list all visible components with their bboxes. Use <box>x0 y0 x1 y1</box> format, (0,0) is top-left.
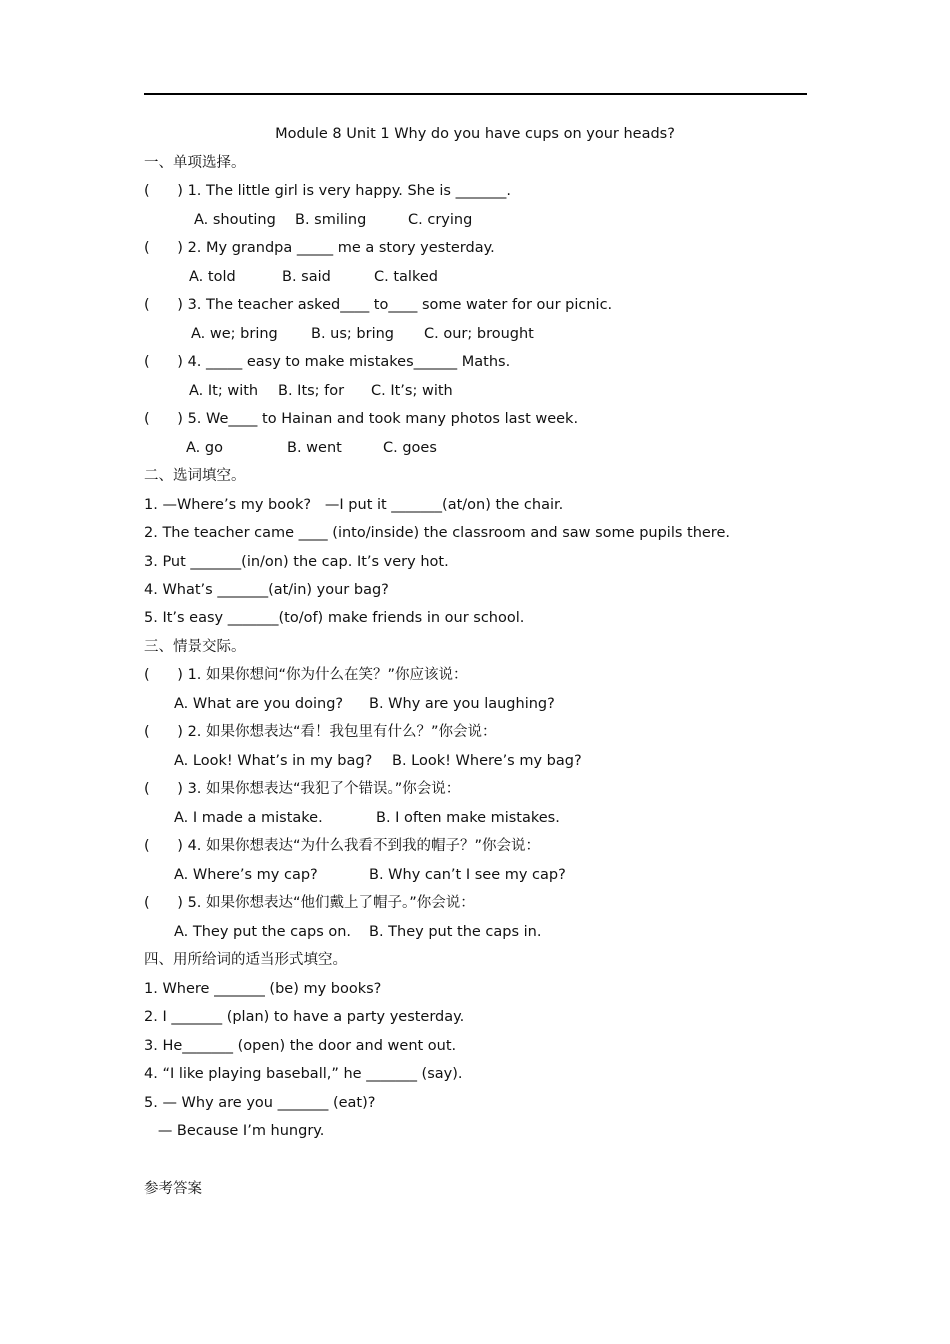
question-stem: ( ) 1. The little girl is very happy. She is _______. <box>144 183 511 199</box>
option-b: B. Why can’t I see my cap? <box>369 867 566 883</box>
section-heading: 二、选词填空。 <box>144 468 246 484</box>
option-b: B. us; bring <box>311 326 394 342</box>
list-item: 3. He_______ (open) the door and went out. <box>144 1038 457 1054</box>
list-item: 4. What’s _______(at/in) your bag? <box>144 582 389 598</box>
option-a: A. we; bring <box>191 326 278 342</box>
header-rule <box>144 93 807 95</box>
option-b: B. They put the caps in. <box>369 924 542 940</box>
option-a: A. It; with <box>189 383 259 399</box>
question-stem: ( ) 4. 如果你想表达“为什么我看不到我的帽子？”你会说： <box>144 838 541 854</box>
option-a: A. What are you doing? <box>174 696 344 712</box>
list-item: 4. “I like playing baseball,” he _______ (say). <box>144 1066 463 1082</box>
option-b: B. smiling <box>295 212 367 228</box>
list-item: — Because I’m hungry. <box>144 1123 325 1139</box>
question-stem: ( ) 2. My grandpa _____ me a story yesterday. <box>144 240 495 256</box>
option-b: B. Look! Where’s my bag? <box>392 753 582 769</box>
option-c: C. talked <box>374 269 438 285</box>
option-b: B. I often make mistakes. <box>376 810 560 826</box>
option-a: A. told <box>189 269 236 285</box>
question-stem: ( ) 3. The teacher asked____ to____ some water for our picnic. <box>144 297 613 313</box>
section-heading: 三、情景交际。 <box>144 639 246 655</box>
list-item: 5. — Why are you _______ (eat)? <box>144 1095 376 1111</box>
option-a: A. Where’s my cap? <box>174 867 318 883</box>
option-c: C. our; brought <box>424 326 534 342</box>
option-b: B. Why are you laughing? <box>369 696 555 712</box>
question-stem: ( ) 4. _____ easy to make mistakes______ Maths. <box>144 354 511 370</box>
page-title: Module 8 Unit 1 Why do you have cups on your heads? <box>275 126 675 142</box>
question-stem: ( ) 5. We____ to Hainan and took many photos last week. <box>144 411 579 427</box>
option-a: A. Look! What’s in my bag? <box>174 753 373 769</box>
option-a: A. They put the caps on. <box>174 924 352 940</box>
list-item: 5. It’s easy _______(to/of) make friends in our school. <box>144 610 525 626</box>
option-c: C. crying <box>408 212 473 228</box>
question-stem: ( ) 2. 如果你想表达“看！我包里有什么？”你会说： <box>144 724 497 740</box>
section-heading: 四、用所给词的适当形式填空。 <box>144 952 347 968</box>
option-a: A. shouting <box>194 212 276 228</box>
option-c: C. goes <box>383 440 437 456</box>
option-b: B. Its; for <box>278 383 345 399</box>
answer-heading: 参考答案 <box>144 1181 202 1197</box>
question-stem: ( ) 3. 如果你想表达“我犯了个错误。”你会说： <box>144 781 461 797</box>
section-heading: 一、单项选择。 <box>144 155 246 171</box>
option-b: B. went <box>287 440 342 456</box>
option-c: C. It’s; with <box>371 383 453 399</box>
list-item: 1. —Where’s my book? —I put it _______(at/on) the chair. <box>144 497 564 513</box>
list-item: 3. Put _______(in/on) the cap. It’s very hot. <box>144 554 449 570</box>
question-stem: ( ) 5. 如果你想表达“他们戴上了帽子。”你会说： <box>144 895 475 911</box>
option-a: A. go <box>186 440 223 456</box>
list-item: 1. Where _______ (be) my books? <box>144 981 382 997</box>
question-stem: ( ) 1. 如果你想问“你为什么在笑？”你应该说： <box>144 667 468 683</box>
option-b: B. said <box>282 269 331 285</box>
list-item: 2. I _______ (plan) to have a party yesterday. <box>144 1009 465 1025</box>
option-a: A. I made a mistake. <box>174 810 323 826</box>
list-item: 2. The teacher came ____ (into/inside) the classroom and saw some pupils there. <box>144 525 730 541</box>
